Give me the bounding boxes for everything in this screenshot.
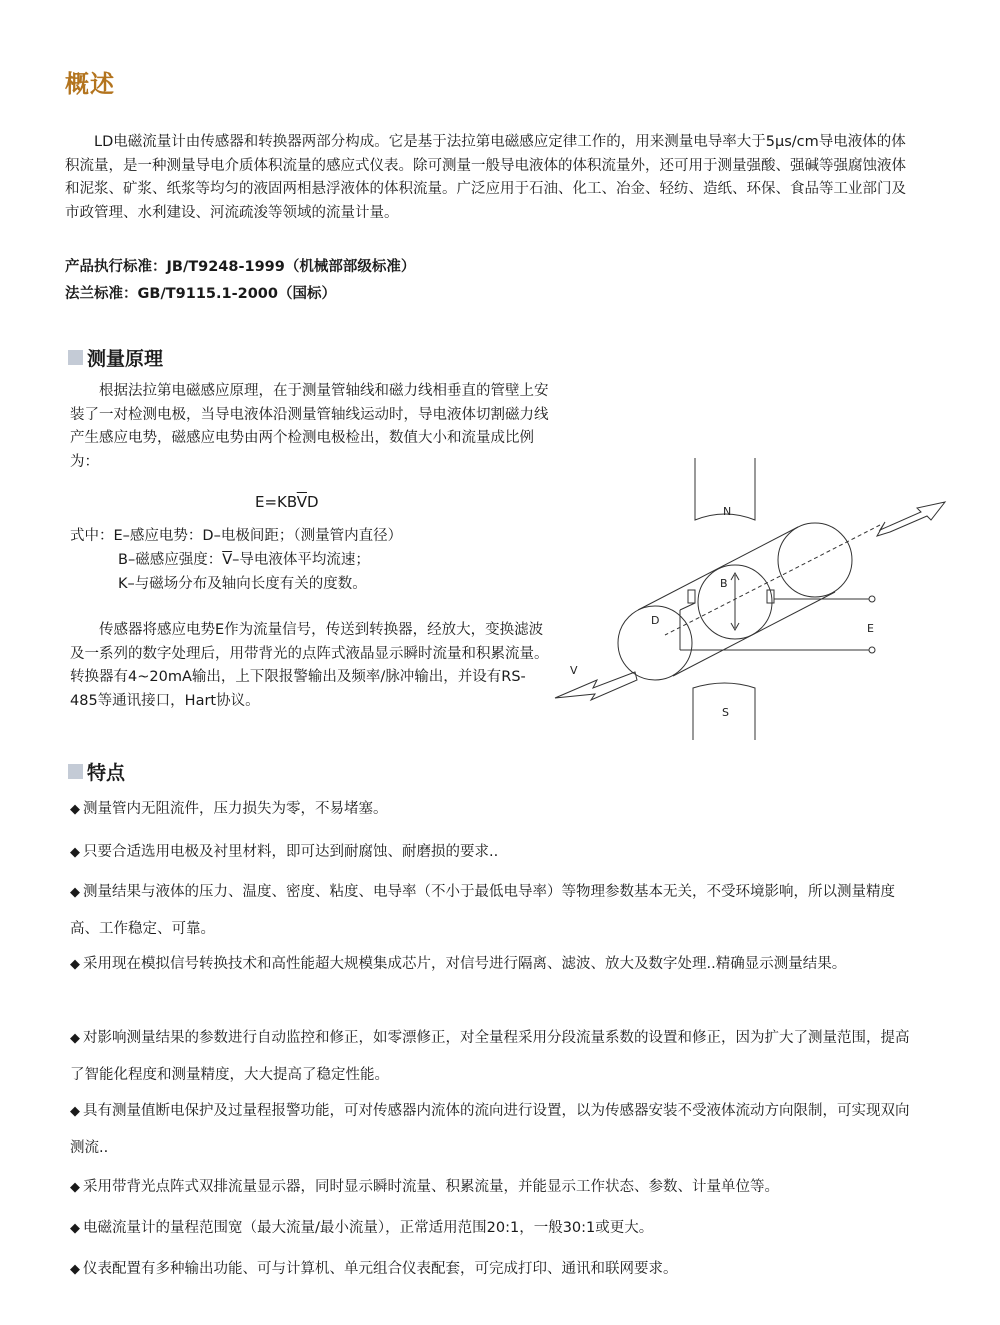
feature-item: ◆ 仪表配置有多种输出功能、可与计算机、单元组合仪表配套，可完成打印、通讯和联网要求。 [70,1261,678,1277]
diamond-bullet-icon: ◆ [70,1180,80,1195]
flange-standard: 法兰标准：GB/T9115.1-2000（国标） [65,286,336,302]
diamond-bullet-icon: ◆ [70,885,80,900]
diamond-bullet-icon: ◆ [70,802,80,817]
legend-line-2b: –导电液体平均流速； [232,552,370,568]
flowmeter-diagram [545,450,955,745]
features-heading-text: 特点 [87,762,126,784]
diamond-bullet-icon: ◆ [70,845,80,860]
section-square-icon [68,764,83,779]
feature-item: ◆ 只要合适选用电极及衬里材料，即可达到耐腐蚀、耐磨损的要求.. [70,844,499,860]
e-wire-left-stub [680,603,695,610]
e-terminal-top [869,596,875,602]
legend-line-2a: B–磁感应强度： [118,552,223,568]
feature-item: ◆ 测量结果与液体的压力、温度、密度、粘度、电导率（不小于最低电导率）等物理参数基本无关，不受环境影响，所以测量精度高、工作稳定、可靠。 [70,884,895,937]
principle-paragraph-1: 根据法拉第电磁感应原理，在于测量管轴线和磁力线相垂直的管壁上安装了一对检测电极，当导电液体沿测量管轴线运动时，导电液体切割磁力线产生感应电势，磁感应电势由两个检测电极检出，数值大小和流量成比例为： [70,383,549,470]
feature-item: ◆ 对影响测量结果的参数进行自动监控和修正，如零漂修正，对全量程采用分段流量系数的设置和修正，因为扩大了测量范围，提高了智能化程度和测量精度，大大提高了稳定性能。 [70,1030,910,1083]
legend-line-2 [118,548,370,569]
feature-item: ◆ 具有测量值断电保护及过量程报警功能，可对传感器内流体的流向进行设置，以为传感器安装不受液体流动方向限制，可实现双向测流.. [70,1103,910,1156]
v-arrow [555,672,637,700]
diamond-bullet-icon: ◆ [70,1221,80,1236]
s-label: S [722,706,729,719]
formula-v: $\overline{V}$ [296,493,307,511]
pipe-bottom-edge [673,592,835,676]
feature-item: ◆ 采用带背光点阵式双排流量显示器，同时显示瞬时流量、积累流量，并能显示工作状态、参数、计量单位等。 [70,1179,779,1195]
e-label: E [867,622,874,635]
features-heading [68,758,125,785]
diamond-bullet-icon: ◆ [70,1262,80,1277]
principle-heading-text: 测量原理 [87,348,164,370]
diamond-bullet-icon: ◆ [70,1104,80,1119]
diamond-bullet-icon: ◆ [70,957,80,972]
legend-line-3: K–与磁场分布及轴向长度有关的度数。 [118,576,367,592]
feature-item: ◆ 采用现在模拟信号转换技术和高性能超大规模集成芯片，对信号进行隔离、滤波、放大及数字处理..精确显示测量结果。 [70,956,847,972]
product-standard: 产品执行标准：JB/T9248-1999（机械部部级标准） [65,259,416,275]
formula [255,493,319,511]
pipe-back-end [778,523,852,597]
pipe-axis [665,525,880,635]
feature-item: ◆ 电磁流量计的量程范围宽（最大流量/最小流量），正常适用范围20:1，一般30:1或更大。 [70,1220,654,1236]
principle-heading [68,344,163,371]
feature-item: ◆ 测量管内无阻流件，压力损失为零，不易堵塞。 [70,801,388,817]
inflow-arrow [877,502,945,536]
n-label: N [723,505,732,518]
d-label: D [651,614,660,627]
formula-prefix: E=KB [255,493,297,511]
b-label: B [720,577,728,590]
principle-paragraph-2: 传感器将感应电势E作为流量信号，传送到转换器，经放大，变换滤波及一系列的数字处理后，用带背光的点阵式液晶显示瞬时流量和积累流量。转换器有4~20mA输出，上下限报警输出及频率/脉冲输出，并设有RS-485等通讯接口，Hart协议。 [70,622,549,709]
legend-v: $\overline{V}$ [222,552,233,568]
v-label: V [570,664,578,677]
formula-suffix: D [306,493,319,511]
page-title: 概述 [65,70,115,98]
electrode-left [688,590,695,603]
e-terminal-bottom [869,647,875,653]
intro-paragraph: LD电磁流量计由传感器和转换器两部分构成。它是基于法拉第电磁感应定律工作的，用来测量电导率大于5μs/cm导电液体的体积流量，是一种测量导电介质体积流量的感应式仪表。除可测量一般导电液体的体积流量外，还可用于测量强酸、强碱等强腐蚀液体和泥浆、矿浆、纸浆等均匀的液固两相悬浮液体的体积流量。广泛应用于石油、化工、冶金、轻纺、造纸、环保、食品等工业部门及市政管理、水利建设、河流疏浚等领域的流量计量。 [65,134,906,221]
section-square-icon [68,350,83,365]
diamond-bullet-icon: ◆ [70,1031,80,1046]
legend-line-1: 式中：E–感应电势：D–电极间距；（测量管内直径） [70,528,403,544]
